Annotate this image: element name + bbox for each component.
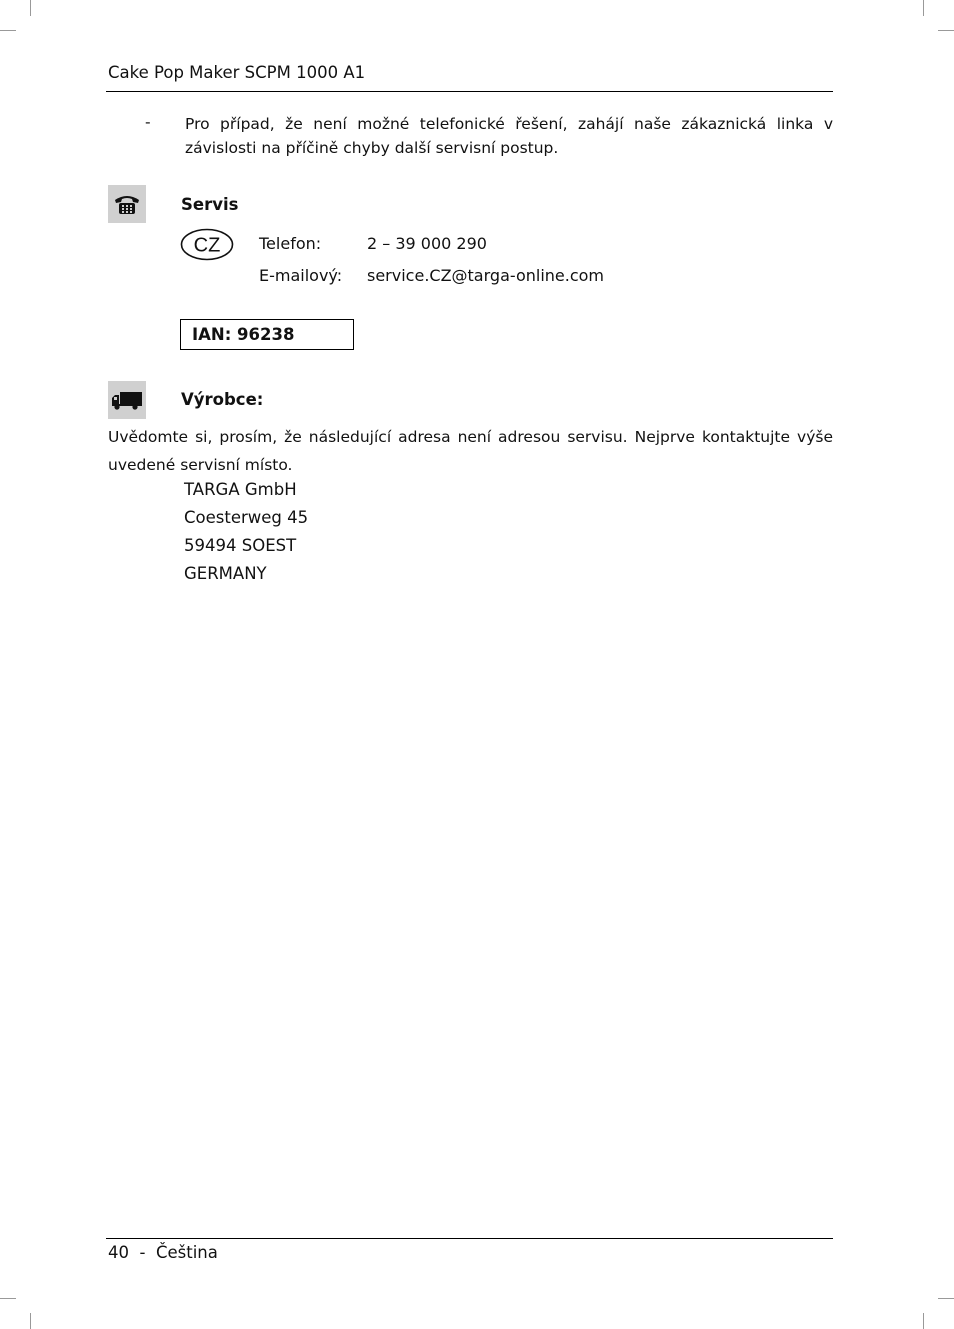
page-number: 40	[108, 1243, 129, 1262]
telephone-icon	[108, 185, 146, 223]
page-header-title: Cake Pop Maker SCPM 1000 A1	[108, 63, 366, 82]
truck-icon	[108, 381, 146, 419]
address-street: Coesterweg 45	[184, 508, 309, 527]
phone-value: 2 – 39 000 290	[367, 234, 487, 253]
footer-separator: -	[139, 1243, 146, 1262]
manufacturer-notice: Uvědomte si, prosím, že následující adresa není adresou servisu. Nejprve kontaktujte výše uvedené servisní místo.	[108, 428, 833, 474]
crop-mark	[0, 1298, 16, 1299]
crop-mark	[30, 0, 31, 16]
address-country: GERMANY	[184, 564, 267, 583]
page-footer	[108, 1243, 218, 1262]
service-heading: Servis	[181, 195, 239, 214]
crop-mark	[923, 0, 924, 16]
ian-box	[180, 319, 354, 350]
footer-rule	[106, 1238, 833, 1239]
email-value[interactable]: service.CZ@targa-online.com	[367, 266, 604, 285]
email-label: E-mailový:	[259, 266, 343, 285]
country-badge-label: CZ	[193, 234, 221, 257]
footer-language: Čeština	[155, 1243, 218, 1262]
address-city: 59494 SOEST	[184, 536, 297, 555]
phone-label: Telefon:	[259, 234, 322, 253]
ian-number: IAN: 96238	[192, 325, 295, 344]
country-badge	[180, 228, 234, 261]
bullet-dash: -	[145, 113, 151, 131]
crop-mark	[923, 1313, 924, 1329]
address-company: TARGA GmbH	[184, 480, 297, 499]
bullet-text: Pro případ, že není možné telefonické řešení, zahájí naše zákaznická linka v závislosti na příčině chyby další servisní postup.	[185, 115, 833, 157]
manufacturer-heading: Výrobce:	[181, 390, 264, 409]
crop-mark	[30, 1313, 31, 1329]
crop-mark	[938, 30, 954, 31]
crop-mark	[0, 30, 16, 31]
header-rule	[106, 91, 833, 92]
crop-mark	[938, 1298, 954, 1299]
